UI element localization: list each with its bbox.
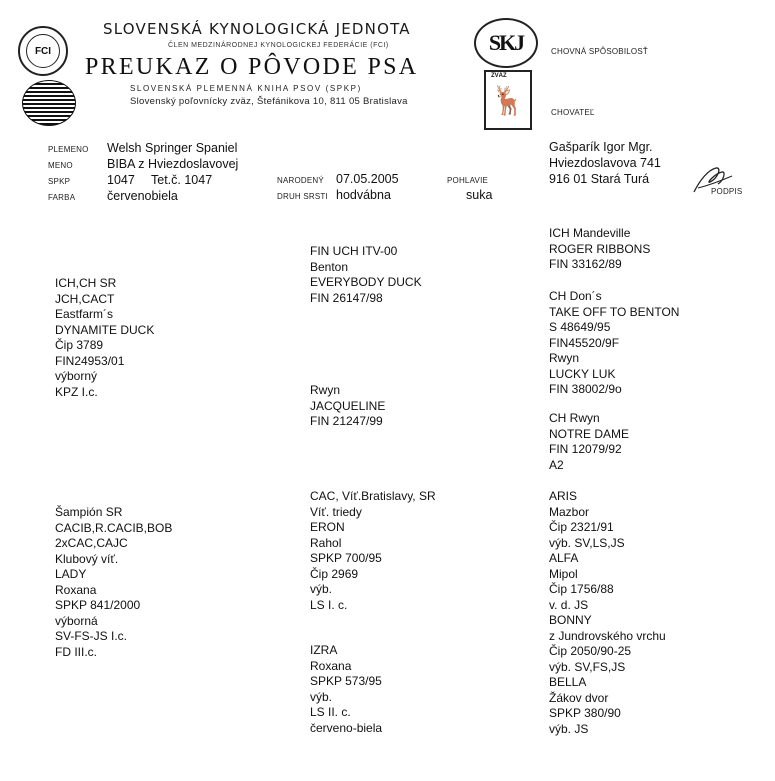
pedigree-line: výb. SV,FS,JS (549, 659, 626, 674)
owner-city: 916 01 Stará Turá (549, 172, 650, 186)
pedigree-sire-sire (310, 244, 422, 306)
coat-label: DRUH SRSTI (277, 192, 328, 201)
deer-glyph: 🦌 (490, 84, 526, 116)
pedigree-line: 2xCAC,CAJC (55, 536, 128, 550)
breeder-label: CHOVATEĽ (551, 108, 595, 117)
pedigree-line: LS II. c. (310, 705, 351, 719)
pedigree-line: LS I. c. (310, 597, 348, 612)
pedigree-line: SPKP 573/95 (310, 674, 382, 688)
pedigree-line: Čip 1756/88 (549, 582, 614, 596)
org-title: SLOVENSKÁ KYNOLOGICKÁ JEDNOTA (103, 20, 411, 38)
pedigree-line: FIN 26147/98 (310, 290, 383, 305)
color-value: červenobiela (107, 189, 178, 203)
address-line: Slovenský poľovnícky zväz, Štefánikova 10, 811 05 Bratislava (130, 96, 408, 107)
pedigree-line: BELLA (549, 675, 587, 689)
pedigree-dam-sire (310, 489, 436, 613)
pedigree-line: ALFA (549, 551, 579, 565)
pedigree-line: SPKP 700/95 (310, 551, 382, 565)
pedigree-line: Rwyn (310, 383, 341, 397)
pedigree-line: Čip 2050/90-25 (549, 644, 632, 658)
pedigree-line: výb. (310, 689, 333, 704)
pedigree-line: Čip 2321/91 (549, 520, 614, 534)
pedigree-line: ICH,CH SR (55, 276, 117, 290)
pedigree-line: S 48649/95 (549, 320, 611, 334)
breed-label: PLEMENO (48, 145, 89, 154)
pedigree-line: FIN45520/9F (549, 335, 620, 350)
pedigree-line: CH Rwyn (549, 411, 600, 425)
owner-street: Hviezdoslavova 741 (549, 156, 661, 170)
pedigree-line: Klubový víť. (55, 551, 119, 566)
pedigree-line: FIN 38002/9o (549, 382, 622, 396)
born-value: 07.05.2005 (336, 172, 399, 186)
pedigree-line: SPKP 380/90 (549, 706, 621, 720)
pedigree-line: SV-FS-JS I.c. (55, 629, 128, 643)
pedigree-line: v. d. JS (549, 597, 589, 612)
coat-value: hodvábna (336, 188, 391, 202)
pedigree-line: DYNAMITE DUCK (55, 322, 155, 337)
pedigree-sire-dam (310, 383, 385, 430)
pedigree-line: výb. JS (549, 721, 589, 736)
pedigree-line: TAKE OFF TO BENTON (549, 304, 680, 319)
name-value: BIBA z Hviezdoslavovej (107, 157, 239, 171)
pedigree-line: EVERYBODY DUCK (310, 275, 422, 289)
pedigree-line: ROGER RIBBONS (549, 241, 651, 256)
pedigree-line: Víť. triedy (310, 504, 362, 519)
pedigree-line: Roxana (55, 582, 97, 597)
stud-book-line: SLOVENSKÁ PLEMENNÁ KNIHA PSOV (SPKP) (130, 84, 362, 93)
pedigree-line: červeno-biela (310, 720, 383, 735)
spkp-label: SPKP (48, 177, 71, 186)
pedigree-line: NOTRE DAME (549, 426, 630, 441)
breeding-fitness-label: CHOVNÁ SPÔSOBILOSŤ (551, 47, 648, 56)
globe-logo-icon (22, 80, 76, 126)
pedigree-line: Roxana (310, 658, 352, 673)
pedigree-sire (55, 276, 154, 400)
pedigree-line: FIN 12079/92 (549, 442, 622, 456)
pedigree-line: Žákov dvor (549, 690, 609, 705)
pedigree-line: z Jundrovského vrchu (549, 628, 666, 643)
pedigree-line: CAC, Víť.Bratislavy, SR (310, 489, 436, 503)
pedigree-line: KPZ I.c. (55, 384, 98, 399)
pedigree-dam (55, 505, 172, 660)
deer-logo-icon (484, 70, 532, 130)
pedigree-line: výb. SV,LS,JS (549, 535, 625, 550)
spkp-value: 1047 (107, 173, 135, 187)
owner-name: Gašparík Igor Mgr. (549, 140, 653, 154)
pedigree-line: Šampión SR (55, 505, 123, 519)
pedigree-g3-1 (549, 226, 650, 273)
pedigree-line: LUCKY LUK (549, 366, 616, 381)
pedigree-g3-3 (549, 411, 629, 473)
pedigree-line: ICH Mandeville (549, 226, 631, 240)
skj-logo-icon: SKJ (474, 18, 538, 68)
pedigree-line: FIN UCH ITV-00 (310, 244, 398, 258)
pedigree-line: výborná (55, 613, 98, 628)
fci-logo-icon (18, 26, 68, 76)
document-title: PREUKAZ O PÔVODE PSA (85, 54, 419, 80)
signature-label: PODPIS (711, 187, 743, 196)
pedigree-line: Rahol (310, 535, 342, 550)
pedigree-g3-2 (549, 289, 679, 398)
pedigree-line: CACIB,R.CACIB,BOB (55, 520, 173, 535)
pedigree-line: Rwyn (549, 351, 580, 365)
pedigree-line: Mipol (549, 566, 578, 581)
member-line: ČLEN MEDZINÁRODNEJ KYNOLOGICKEJ FEDERÁCIE (FCI) (168, 42, 389, 49)
breed-value: Welsh Springer Spaniel (107, 141, 238, 155)
pedigree-line: LADY (55, 567, 87, 581)
tattoo-value: Tet.č. 1047 (151, 173, 213, 187)
pedigree-line: JACQUELINE (310, 398, 386, 413)
pedigree-line: Čip 2969 (310, 566, 359, 581)
pedigree-line: JCH,CACT (55, 291, 115, 306)
pedigree-g3-4 (549, 489, 666, 737)
born-label: NARODENÝ (277, 176, 324, 185)
pedigree-line: Eastfarm´s (55, 307, 114, 321)
sex-label: POHLAVIE (447, 176, 489, 185)
pedigree-dam-dam (310, 643, 382, 736)
pedigree-line: FIN24953/01 (55, 353, 125, 368)
pedigree-line: IZRA (310, 643, 338, 657)
pedigree-line: A2 (549, 457, 564, 472)
deer-logo-text: ZVÄZ (491, 73, 507, 79)
pedigree-line: výborný (55, 369, 98, 383)
pedigree-line: FD III.c. (55, 644, 97, 659)
pedigree-line: CH Don´s (549, 289, 602, 303)
pedigree-line: Mazbor (549, 504, 590, 519)
color-label: FARBA (48, 193, 76, 202)
fci-logo-text: FCI (26, 34, 60, 68)
pedigree-line: FIN 33162/89 (549, 257, 622, 271)
pedigree-line: Benton (310, 259, 349, 274)
pedigree-line: ARIS (549, 489, 578, 503)
pedigree-line: SPKP 841/2000 (55, 598, 141, 612)
pedigree-line: FIN 21247/99 (310, 414, 383, 428)
pedigree-line: ERON (310, 520, 345, 534)
sex-value: suka (466, 188, 493, 202)
name-label: MENO (48, 161, 73, 170)
pedigree-line: BONNY (549, 613, 592, 627)
pedigree-line: výb. (310, 582, 333, 596)
pedigree-line: Čip 3789 (55, 338, 104, 352)
